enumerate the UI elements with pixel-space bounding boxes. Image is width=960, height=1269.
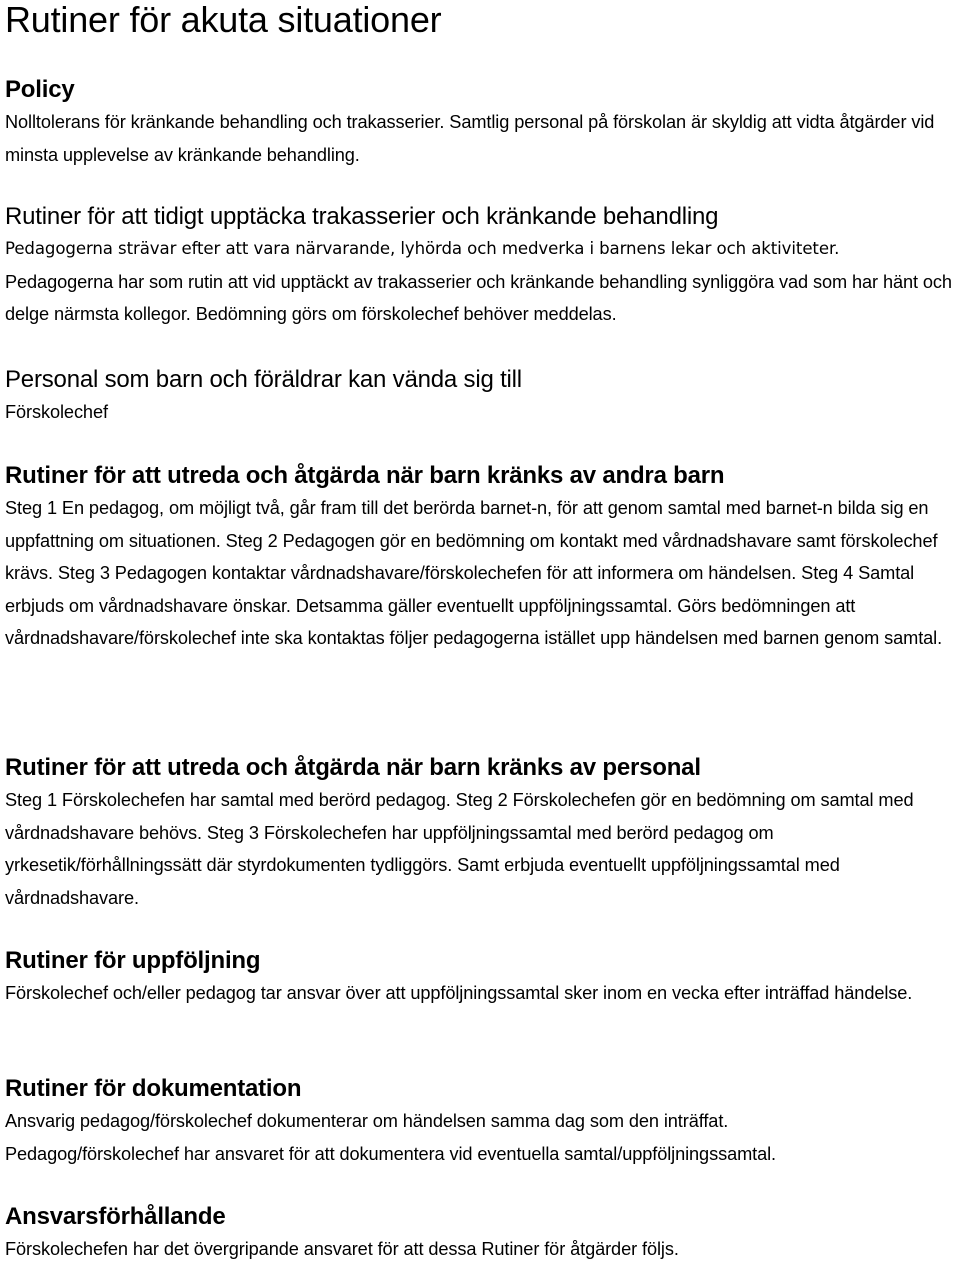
section-responsibility bbox=[5, 1201, 957, 1266]
section-paragraph: Steg 1 En pedagog, om möjligt två, går fram till det berörda barnet-n, för att genom samtal med barnet-n bilda sig en uppfattning om situationen. Steg 2 Pedagogen gör en bedömning om kontakt med vårdnadshavare samt förskolechef krävs. Steg 3 Pedagogen kontaktar vårdnadshavare/förskolechefen för att informera om händelsen. Steg 4 Samtal erbjuds om vårdnadshavare önskar. Detsamma gäller eventuellt uppföljningssamtal. Görs bedömningen att vårdnadshavare/förskolechef inte ska kontaktas följer pedagogerna istället upp händelsen med barnen genom samtal. bbox=[5, 498, 943, 648]
section-paragraph: Steg 1 Förskolechefen har samtal med berörd pedagog. Steg 2 Förskolechefen gör en bedömning om samtal med vårdnadshavare behövs. Steg 3 Förskolechefen har uppföljningssamtal med berörd pedagog om yrkesetik/förhållningssätt där styrdokumenten tydliggörs. Samt erbjuda eventuellt uppföljningssamtal med vårdnadshavare. bbox=[5, 790, 914, 908]
section-heading: Ansvarsförhållande bbox=[5, 1203, 226, 1230]
section-child-vs-staff bbox=[5, 752, 957, 914]
document-title: Rutiner för akuta situationer bbox=[5, 0, 442, 40]
section-paragraph: Pedagogerna har som rutin att vid upptäckt av trakasserier och kränkande behandling synliggöra vad som har hänt och delge närmsta kollegor. Bedömning görs om förskolechef behöver meddelas. bbox=[5, 271, 952, 324]
section-child-vs-child bbox=[5, 460, 957, 655]
section-heading: Personal som barn och föräldrar kan vända sig till bbox=[5, 366, 522, 393]
section-early-detection bbox=[5, 201, 957, 331]
section-follow-up bbox=[5, 945, 957, 1010]
section-heading: Rutiner för uppföljning bbox=[5, 947, 261, 974]
section-contact-persons bbox=[5, 364, 957, 429]
section-paragraph: Pedagog/förskolechef har ansvaret för att dokumentera vid eventuella samtal/uppföljningssamtal. bbox=[5, 1143, 776, 1164]
section-heading: Policy bbox=[5, 76, 75, 103]
section-heading: Rutiner för dokumentation bbox=[5, 1075, 302, 1102]
section-paragraph: Förskolechefen har det övergripande ansvaret för att dessa Rutiner för åtgärder följs. bbox=[5, 1239, 679, 1259]
section-paragraph: Förskolechef och/eller pedagog tar ansvar över att uppföljningssamtal sker inom en vecka efter inträffad händelse. bbox=[5, 983, 913, 1003]
section-paragraph: Pedagogerna strävar efter att vara närvarande, lyhörda och medverka i barnens lekar och aktiviteter. bbox=[5, 239, 840, 258]
section-heading: Rutiner för att utreda och åtgärda när barn kränks av andra barn bbox=[5, 462, 725, 489]
section-paragraph: Nolltolerans för kränkande behandling och trakasserier. Samtlig personal på förskolan är skyldig att vidta åtgärder vid minsta upplevelse av kränkande behandling. bbox=[5, 112, 935, 165]
section-heading: Rutiner för att utreda och åtgärda när barn kränks av personal bbox=[5, 754, 701, 781]
section-paragraph: Ansvarig pedagog/förskolechef dokumenterar om händelsen samma dag som den inträffat. bbox=[5, 1111, 729, 1131]
section-paragraph: Förskolechef bbox=[5, 402, 108, 422]
section-policy bbox=[5, 74, 957, 171]
section-documentation bbox=[5, 1073, 957, 1170]
section-heading: Rutiner för att tidigt upptäcka trakasserier och kränkande behandling bbox=[5, 203, 719, 230]
